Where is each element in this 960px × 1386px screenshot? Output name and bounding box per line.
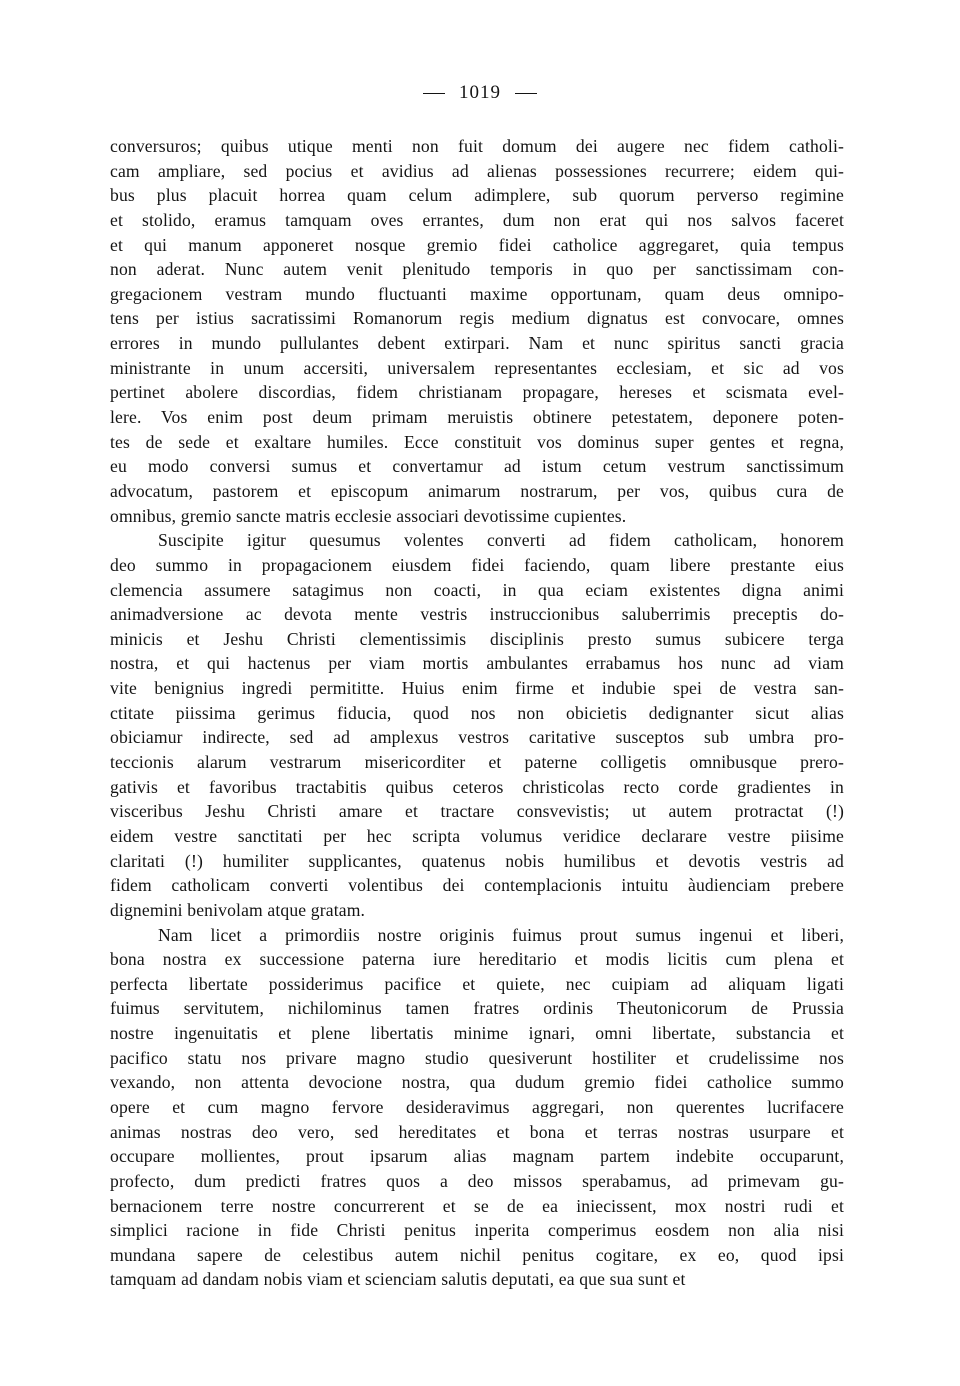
- text-line: Nam licet a primordiis nostre originis fuimus prout sumus ingenui et liberi,: [158, 924, 844, 945]
- paragraph: [110, 923, 844, 1293]
- text-line: profecto, dum predicti fratres quos a deo missos sperabamus, ad primevam gu-: [110, 1170, 844, 1191]
- text-line: bernacionem terre nostre concurrerent et se de ea iniecissent, mox nostri rudi et: [110, 1195, 844, 1216]
- text-line: simplici racione in fide Christi penitus inperita comperimus eosdem non alia nisi: [110, 1220, 844, 1241]
- text-line: eidem vestre sanctitati per hec scripta volumus veridice declarare vestre piisime: [110, 825, 844, 846]
- page-number: 1019: [459, 82, 501, 103]
- text-line: advocatum, pastorem et episcopum animarum nostrarum, per vos, quibus cura de: [110, 480, 844, 501]
- text-line: eu modo conversi sumus et convertamur ad istum cetum vestrum sanctissimum: [110, 456, 844, 477]
- text-line: conversuros; quibus utique menti non fuit domum dei augere nec fidem catholi-: [110, 136, 844, 156]
- text-line: tamquam ad dandam nobis viam et scienciam salutis deputati, ea que sua sunt et: [110, 1269, 686, 1290]
- text-line: teccionis alarum vestrarum misericorditer et paterne colligetis omnibusque prero-: [110, 752, 844, 773]
- text-line: lere. Vos enim post deum primam meruistis obtinere petestatem, deponere poten-: [110, 407, 844, 428]
- text-line: vite benignius ingredi permititte. Huius enim firme et indubie spei de vestra san-: [110, 678, 844, 699]
- text-line: perfecta libertate possiderimus pacifice et quiete, nec cuipiam ad aliquam ligati: [110, 973, 844, 994]
- text-line: Suscipite igitur quesumus volentes converti ad fidem catholicam, honorem: [158, 530, 844, 551]
- body-text: [110, 134, 844, 1292]
- text-line: opere et cum magno fervore desideravimus aggregari, non querentes lucrifacere: [110, 1096, 844, 1117]
- text-line: deo summo in propagacionem eiusdem fidei faciendo, quam libere prestante eius: [110, 554, 844, 575]
- text-line: tens per istius sacratissimi Romanorum regis medium dignatus est convocare, omnes: [110, 308, 844, 329]
- text-line: animadversione ac devota mente vestris instruccionibus saluberrimis preceptis do-: [110, 604, 844, 625]
- paragraph: [110, 528, 844, 922]
- text-line: et stolido, eramus tamquam oves errantes, dum non erat qui nos salvos faceret: [110, 209, 844, 230]
- text-line: ctitate piissima gerimus fiducia, quod nos non obicietis dedignanter sicut alias: [110, 702, 844, 723]
- text-line: cam ampliare, sed pocius et avidius ad alienas possessiones recurrere; eidem qui-: [110, 160, 844, 181]
- text-line: non aderat. Nunc autem venit plenitudo temporis in quo per sanctissimam con-: [110, 259, 844, 280]
- right-dash: [515, 93, 537, 94]
- text-line: dignemini benivolam atque gratam.: [110, 899, 366, 920]
- text-line: vexando, non attenta devocione nostra, qua dudum gremio fidei catholice summo: [110, 1072, 844, 1093]
- paragraph: [110, 134, 844, 528]
- text-line: nostra, et qui hactenus per viam mortis ambulantes errabamus hos nunc ad viam: [110, 653, 844, 674]
- left-dash: [423, 93, 445, 94]
- text-line: mundana sapere de celestibus autem nichil penitus cogitare, ex eo, quod ipsi: [110, 1244, 844, 1265]
- text-line: occupare mollientes, prout ipsarum alias magnam partem indebite occuparunt,: [110, 1146, 844, 1167]
- text-line: obiciamur indirecte, sed ad amplexus vestros caritative susceptos sub umbra pro-: [110, 727, 844, 748]
- text-line: minicis et Jeshu Christi clementissimis disciplinis presto sumus subicere terga: [110, 628, 844, 649]
- text-line: bus plus placuit horrea quam celum adimplere, sub quorum perverso regimine: [110, 185, 844, 206]
- text-line: omnibus, gremio sancte matris ecclesie associari devotissime cupientes.: [110, 505, 627, 526]
- text-line: claritati (!) humiliter supplicantes, quatenus nobis humilibus et devotis vestris ad: [110, 850, 844, 871]
- text-line: visceribus Jeshu Christi amare et tractare consvevistis; ut autem protractat (!): [110, 801, 844, 822]
- text-line: gregacionem vestram mundo fluctuanti maxime opportunam, quam deus omnipo-: [110, 283, 844, 304]
- text-line: tes de sede et exaltare humiles. Ecce constituit vos dominus super gentes et regna,: [110, 431, 844, 452]
- text-line: pertinet abolere discordias, fidem christianam propagare, hereses et scismata evel-: [110, 382, 844, 403]
- text-line: pacifico statu nos privare magno studio quesiverunt hostiliter et crudelissime nos: [110, 1047, 844, 1068]
- text-line: bona nostra ex successione paterna iure hereditario et modis licitis cum plena et: [110, 949, 844, 970]
- text-line: animas nostras deo vero, sed hereditates et bona et terras nostras usurpare et: [110, 1121, 844, 1142]
- text-line: et qui manum apponeret nosque gremio fidei catholice aggregaret, quia tempus: [110, 234, 844, 255]
- text-line: nostre ingenuitatis et plene libertatis minime ignari, omni libertate, substancia et: [110, 1023, 844, 1044]
- text-line: clemencia assumere satagimus non coacti, in qua eciam existentes digna animi: [110, 579, 844, 600]
- text-line: errores in mundo pullulantes debent extirpari. Nam et nunc spiritus sancti gracia: [110, 333, 844, 354]
- text-line: fidem catholicam converti volentibus dei contemplacionis intuitu àudienciam prebere: [110, 875, 844, 896]
- text-line: gativis et favoribus tractabitis quibus ceteros christicolas recto corde gradientes in: [110, 776, 844, 797]
- page-header: [0, 82, 960, 104]
- text-line: ministrante in unum accersiti, universalem representantes ecclesiam, et sic ad vos: [110, 357, 844, 378]
- text-line: fuimus servitutem, nichilominus tamen fratres ordinis Theutonicorum de Prussia: [110, 998, 844, 1019]
